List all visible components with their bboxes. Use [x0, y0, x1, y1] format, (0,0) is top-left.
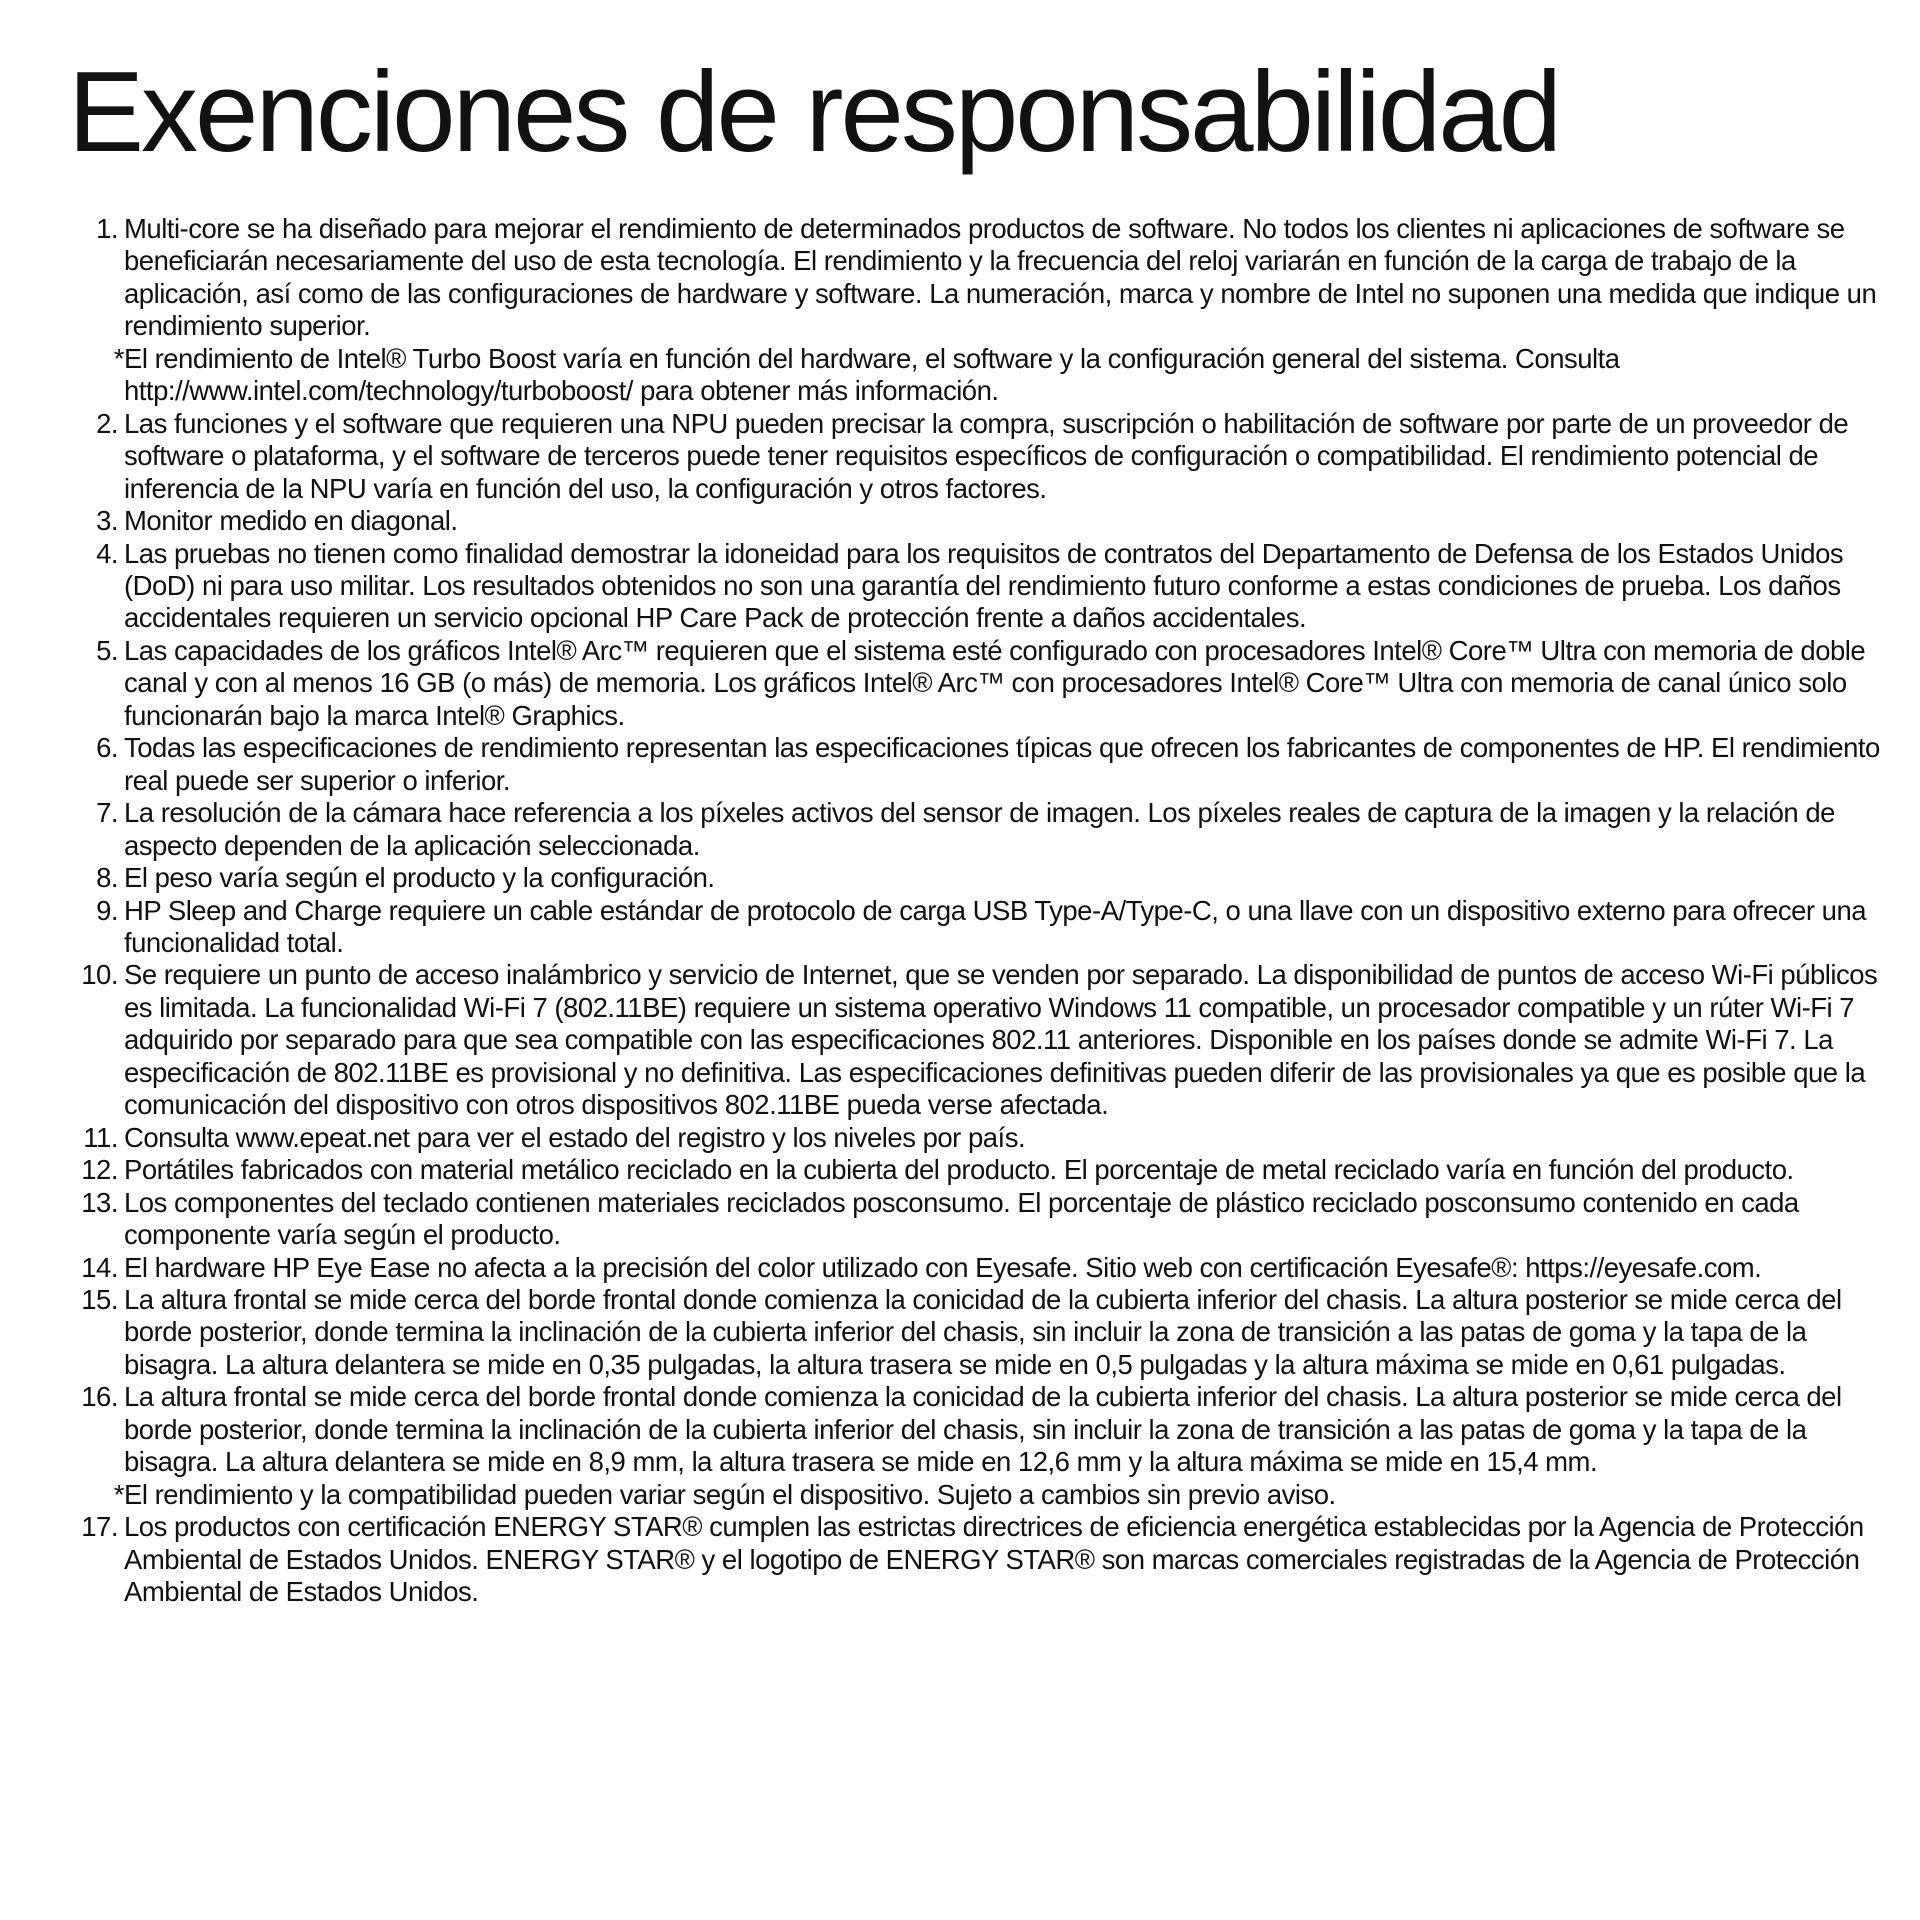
item-text: La resolución de la cámara hace referencia a los píxeles activos del sensor de imagen. Los píxeles reales de captura de la imagen y la relación de aspecto dependen de la aplicación seleccionada. — [124, 797, 1835, 861]
disclaimer-item-12 — [68, 1154, 1880, 1186]
item-number: 17. — [81, 1511, 118, 1543]
item-number: 12. — [81, 1154, 118, 1186]
item-text: El hardware HP Eye Ease no afecta a la precisión del color utilizado con Eyesafe. Sitio web con certificación Eyesafe®: https://eyesafe.com. — [124, 1251, 1762, 1283]
item-text: Las funciones y el software que requieren una NPU pueden precisar la compra, suscripción o habilitación de software por parte de un proveedor de software o plataforma, y el software de terceros puede tener requisitos específicos de configuración o compatibilidad. El rendimiento potencial de inferencia de la NPU varía en función del uso, la configuración y otros factores. — [124, 407, 1849, 504]
disclaimer-item-3 — [68, 505, 1880, 537]
item-number: 14. — [81, 1251, 118, 1283]
item-text: Las pruebas no tienen como finalidad demostrar la idoneidad para los requisitos de contratos del Departamento de Defensa de los Estados Unidos (DoD) ni para uso militar. Los resultados obtenidos no son una garantía del rendimiento futuro conforme a estas condiciones de prueba. Los daños accidentales requieren un servicio opcional HP Care Pack de protección frente a daños accidentales. — [124, 537, 1844, 634]
item-number: 8. — [96, 862, 118, 894]
disclaimer-list — [68, 213, 1880, 1608]
disclaimer-item-9 — [68, 895, 1880, 960]
disclaimer-item-14 — [68, 1252, 1880, 1284]
disclaimer-item-10 — [68, 959, 1880, 1121]
disclaimer-item-7 — [68, 797, 1880, 862]
item-text: HP Sleep and Charge requiere un cable estándar de protocolo de carga USB Type-A/Type-C, o una llave con un dispositivo externo para ofrecer una funcionalidad total. — [124, 894, 1867, 958]
footnote-text: El rendimiento y la compatibilidad pueden variar según el dispositivo. Sujeto a cambios sin previo aviso. — [124, 1478, 1336, 1510]
disclaimer-item-16 — [68, 1381, 1880, 1478]
item-text: Portátiles fabricados con material metálico reciclado en la cubierta del producto. El porcentaje de metal reciclado varía en función del producto. — [124, 1154, 1794, 1186]
item-number: 13. — [81, 1186, 118, 1218]
item-number: 16. — [81, 1381, 118, 1413]
footnote-mark: * — [113, 1478, 124, 1510]
item-text: Multi-core se ha diseñado para mejorar el rendimiento de determinados productos de software. No todos los clientes ni aplicaciones de software se beneficiarán necesariamente del uso de esta tecnología. El rendimiento y la frecuencia del reloj variarán en función de la carga de trabajo de la aplicación, así como de las configuraciones de hardware y software. La numeración, marca y nombre de Intel no suponen una medida que indique un rendimiento superior. — [124, 213, 1877, 342]
item-number: 1. — [96, 213, 118, 244]
disclaimer-footnote-compatibility — [68, 1479, 1880, 1511]
item-text: El peso varía según el producto y la configuración. — [124, 862, 715, 894]
item-text: Monitor medido en diagonal. — [124, 505, 458, 537]
item-text: Todas las especificaciones de rendimiento representan las especificaciones típicas que ofrecen los fabricantes de componentes de HP. El rendimiento real puede ser superior o inferior. — [124, 732, 1880, 796]
disclaimer-item-13 — [68, 1187, 1880, 1252]
item-text: Los componentes del teclado contienen materiales reciclados posconsumo. El porcentaje de plástico reciclado posconsumo contenido en cada componente varía según el producto. — [124, 1186, 1799, 1251]
disclaimer-footnote-turbo-boost — [68, 343, 1880, 408]
disclaimer-item-15 — [68, 1284, 1880, 1381]
disclaimer-item-2 — [68, 408, 1880, 505]
item-number: 15. — [81, 1283, 118, 1315]
disclaimer-item-17 — [68, 1511, 1880, 1608]
item-text: Consulta www.epeat.net para ver el estado del registro y los niveles por país. — [124, 1121, 1026, 1153]
disclaimer-item-5 — [68, 635, 1880, 732]
item-text: Se requiere un punto de acceso inalámbrico y servicio de Internet, que se venden por separado. La disponibilidad de puntos de acceso Wi-Fi públicos es limitada. La funcionalidad Wi-Fi 7 (802.11BE) requiere un sistema operativo Windows 11 compatible, un procesador compatible y un rúter Wi-Fi 7 adquirido por separado para que sea compatible con las especificaciones 802.11 anteriores. Disponible en los países donde se admite Wi-Fi 7. La especificación de 802.11BE es provisional y no definitiva. Las especificaciones definitivas pueden diferir de las provisionales ya que es posible que la comunicación del dispositivo con otros dispositivos 802.11BE pueda verse afectada. — [124, 959, 1878, 1121]
item-number: 6. — [96, 732, 118, 764]
item-number: 7. — [96, 797, 118, 829]
item-number: 10. — [81, 959, 118, 991]
disclaimer-item-1 — [68, 213, 1880, 343]
footnote-text: El rendimiento de Intel® Turbo Boost varía en función del hardware, el software y la configuración general del sistema. Consulta http://www.intel.com/technology/turboboost/ para obtener más información. — [124, 342, 1620, 407]
item-number: 11. — [83, 1121, 118, 1153]
disclaimer-item-4 — [68, 538, 1880, 635]
item-text: Los productos con certificación ENERGY STAR® cumplen las estrictas directrices de eficiencia energética establecidas por la Agencia de Protección Ambiental de Estados Unidos. ENERGY STAR® y el logotipo de ENERGY STAR® son marcas comerciales registradas de la Agencia de Protección Ambiental de Estados Unidos. — [124, 1511, 1864, 1608]
item-number: 5. — [96, 634, 118, 666]
item-number: 4. — [96, 537, 118, 569]
item-text: La altura frontal se mide cerca del borde frontal donde comienza la conicidad de la cubierta inferior del chasis. La altura posterior se mide cerca del borde posterior, donde termina la inclinación de la cubierta inferior del chasis, sin incluir la zona de transición a las patas de goma y la tapa de la bisagra. La altura delantera se mide en 0,35 pulgadas, la altura trasera se mide en 0,5 pulgadas y la altura máxima se mide en 0,61 pulgadas. — [124, 1283, 1842, 1380]
disclaimer-item-6 — [68, 732, 1880, 797]
item-text: La altura frontal se mide cerca del borde frontal donde comienza la conicidad de la cubierta inferior del chasis. La altura posterior se mide cerca del borde posterior, donde termina la inclinación de la cubierta inferior del chasis, sin incluir la zona de transición a las patas de goma y la tapa de la bisagra. La altura delantera se mide en 8,9 mm, la altura trasera se mide en 12,6 mm y la altura máxima se mide en 15,4 mm. — [124, 1381, 1842, 1478]
disclaimer-item-8 — [68, 862, 1880, 894]
item-text: Las capacidades de los gráficos Intel® Arc™ requieren que el sistema esté configurado con procesadores Intel® Core™ Ultra con memoria de doble canal y con al menos 16 GB (o más) de memoria. Los gráficos Intel® Arc™ con procesadores Intel® Core™ Ultra con memoria de canal único solo funcionarán bajo la marca Intel® Graphics. — [124, 634, 1866, 731]
item-number: 9. — [96, 894, 118, 926]
page-title: Exenciones de responsabilidad — [68, 49, 1560, 176]
item-number: 3. — [96, 505, 118, 537]
disclaimer-item-11 — [68, 1122, 1880, 1154]
footnote-mark: * — [113, 342, 124, 374]
item-number: 2. — [96, 407, 118, 439]
